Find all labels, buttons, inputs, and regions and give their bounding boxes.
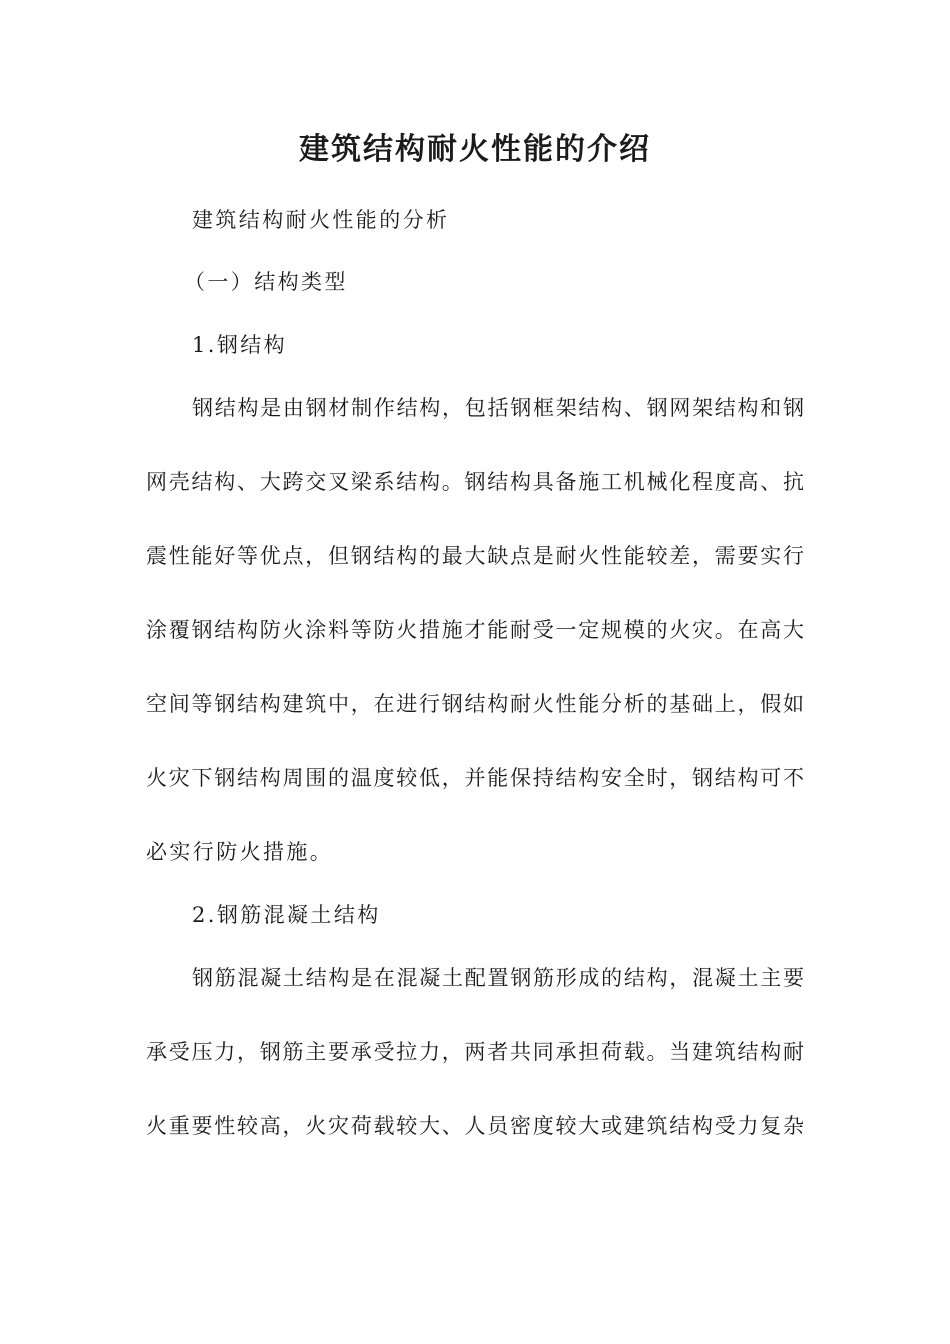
item1-line-4: 涂覆钢结构防火涂料等防火措施才能耐受一定规模的火灾。在高大 xyxy=(146,618,804,642)
item1-line-1: 钢结构是由钢材制作结构，包括钢框架结构、钢网架结构和钢 xyxy=(192,396,804,420)
item1-line-3: 震性能好等优点，但钢结构的最大缺点是耐火性能较差，需要实行 xyxy=(146,544,804,568)
item2-line-2: 承受压力，钢筋主要承受拉力，两者共同承担荷载。当建筑结构耐 xyxy=(146,1040,804,1064)
item1-heading: 1.钢结构 xyxy=(192,333,288,357)
subsection-heading: （一）结构类型 xyxy=(184,270,348,294)
item2-line-3: 火重要性较高，火灾荷载较大、人员密度较大或建筑结构受力复杂 xyxy=(146,1114,804,1138)
item1-line-6: 火灾下钢结构周围的温度较低，并能保持结构安全时，钢结构可不 xyxy=(146,766,804,790)
page-title: 建筑结构耐火性能的介绍 xyxy=(299,132,651,167)
section-heading: 建筑结构耐火性能的分析 xyxy=(192,208,450,232)
item1-line-5: 空间等钢结构建筑中，在进行钢结构耐火性能分析的基础上，假如 xyxy=(146,692,804,716)
item1-line-7: 必实行防火措施。 xyxy=(146,840,334,864)
item1-line-2: 网壳结构、大跨交叉梁系结构。钢结构具备施工机械化程度高、抗 xyxy=(146,470,804,494)
item2-heading: 2.钢筋混凝土结构 xyxy=(192,903,381,927)
item2-line-1: 钢筋混凝土结构是在混凝土配置钢筋形成的结构，混凝土主要 xyxy=(192,966,804,990)
